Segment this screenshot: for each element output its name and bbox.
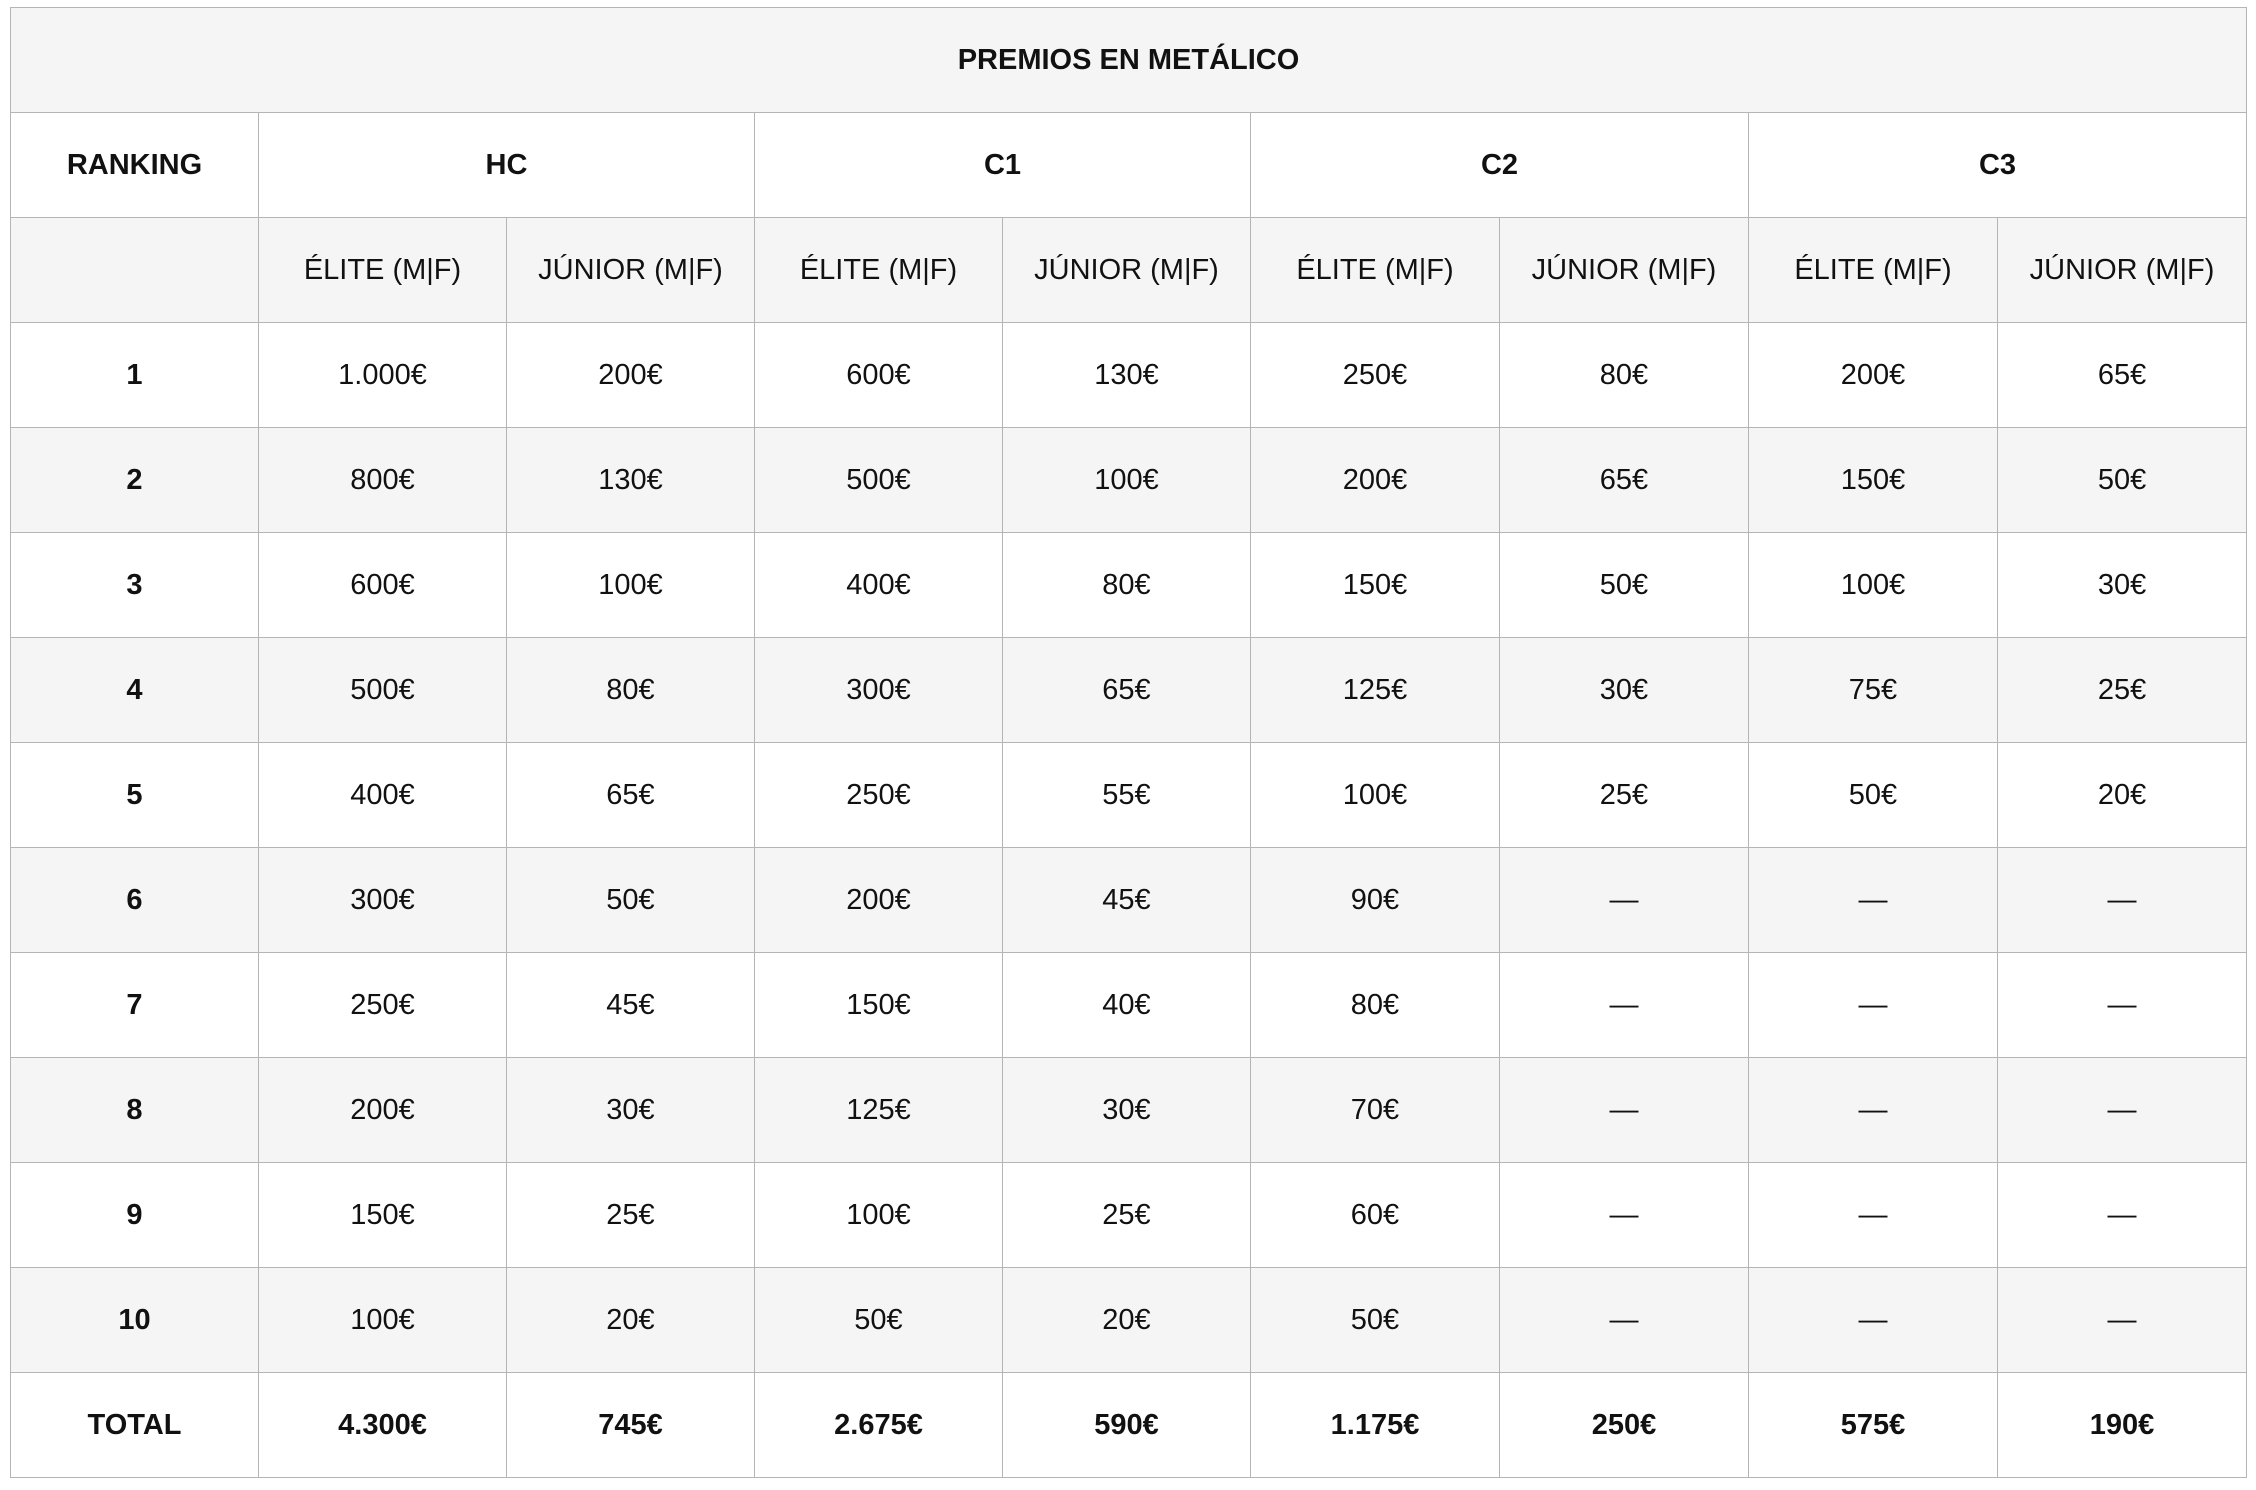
rank-cell: 9 — [11, 1163, 259, 1268]
rank-cell: 1 — [11, 323, 259, 428]
prize-cell: — — [1500, 1163, 1749, 1268]
prize-cell: 800€ — [259, 428, 507, 533]
table-row — [11, 323, 2247, 428]
category-header-hc: HC — [259, 113, 755, 218]
total-cell: 190€ — [1998, 1373, 2247, 1478]
category-header-c1: C1 — [755, 113, 1251, 218]
prize-cell: 1.000€ — [259, 323, 507, 428]
prize-cell: 100€ — [259, 1268, 507, 1373]
table-row — [11, 848, 2247, 953]
subheader-elite: ÉLITE (M|F) — [1251, 218, 1500, 323]
rank-cell: 4 — [11, 638, 259, 743]
prize-cell: 65€ — [1003, 638, 1251, 743]
category-header-c2: C2 — [1251, 113, 1749, 218]
prize-cell: — — [1749, 953, 1998, 1058]
prize-cell: 150€ — [259, 1163, 507, 1268]
prize-cell: 65€ — [507, 743, 755, 848]
prize-cell: 50€ — [1998, 428, 2247, 533]
table-row — [11, 1268, 2247, 1373]
prize-cell: — — [1749, 1268, 1998, 1373]
prize-cell: 20€ — [1998, 743, 2247, 848]
rank-cell: 7 — [11, 953, 259, 1058]
prize-cell: 200€ — [755, 848, 1003, 953]
total-cell: 2.675€ — [755, 1373, 1003, 1478]
prize-cell: 50€ — [1500, 533, 1749, 638]
prize-cell: — — [1998, 1268, 2247, 1373]
prize-cell: 25€ — [1500, 743, 1749, 848]
prize-cell: 30€ — [1003, 1058, 1251, 1163]
prize-cell: 20€ — [507, 1268, 755, 1373]
total-cell: 590€ — [1003, 1373, 1251, 1478]
prize-cell: — — [1749, 1058, 1998, 1163]
prize-cell: 500€ — [755, 428, 1003, 533]
prize-cell: 90€ — [1251, 848, 1500, 953]
rank-cell: 5 — [11, 743, 259, 848]
prize-cell: 50€ — [755, 1268, 1003, 1373]
prize-cell: 55€ — [1003, 743, 1251, 848]
prize-cell: — — [1749, 1163, 1998, 1268]
prize-cell: 130€ — [507, 428, 755, 533]
prize-cell: 80€ — [1251, 953, 1500, 1058]
prize-cell: 30€ — [1500, 638, 1749, 743]
subheader-junior: JÚNIOR (M|F) — [1998, 218, 2247, 323]
prize-cell: 45€ — [1003, 848, 1251, 953]
prize-cell: 125€ — [1251, 638, 1500, 743]
prize-cell: 70€ — [1251, 1058, 1500, 1163]
prize-cell: — — [1998, 953, 2247, 1058]
subheader-junior: JÚNIOR (M|F) — [1500, 218, 1749, 323]
prize-cell: 250€ — [1251, 323, 1500, 428]
prize-cell: 75€ — [1749, 638, 1998, 743]
prize-cell: 100€ — [507, 533, 755, 638]
prize-cell: 50€ — [507, 848, 755, 953]
prize-cell: 200€ — [507, 323, 755, 428]
prize-cell: 80€ — [1500, 323, 1749, 428]
table-row — [11, 743, 2247, 848]
prize-cell: 20€ — [1003, 1268, 1251, 1373]
category-header-c3: C3 — [1749, 113, 2247, 218]
prize-cell: 80€ — [1003, 533, 1251, 638]
subheader-elite: ÉLITE (M|F) — [259, 218, 507, 323]
prize-cell: 100€ — [1749, 533, 1998, 638]
table-body — [11, 323, 2247, 1373]
prize-cell: 150€ — [755, 953, 1003, 1058]
prize-cell: — — [1749, 848, 1998, 953]
subheader-elite: ÉLITE (M|F) — [1749, 218, 1998, 323]
subheader-junior: JÚNIOR (M|F) — [507, 218, 755, 323]
total-label: TOTAL — [11, 1373, 259, 1478]
prize-cell: 130€ — [1003, 323, 1251, 428]
table-title: PREMIOS EN METÁLICO — [11, 8, 2247, 113]
total-cell: 250€ — [1500, 1373, 1749, 1478]
prize-cell: — — [1500, 848, 1749, 953]
prize-money-table — [10, 7, 2247, 1478]
table-row — [11, 638, 2247, 743]
rank-cell: 3 — [11, 533, 259, 638]
table-row — [11, 953, 2247, 1058]
prize-cell: 200€ — [1251, 428, 1500, 533]
table-row — [11, 1058, 2247, 1163]
rank-cell: 6 — [11, 848, 259, 953]
prize-cell: — — [1998, 1163, 2247, 1268]
prize-cell: 150€ — [1749, 428, 1998, 533]
prize-cell: 250€ — [259, 953, 507, 1058]
prize-cell: 30€ — [507, 1058, 755, 1163]
prize-cell: 200€ — [259, 1058, 507, 1163]
prize-cell: 65€ — [1500, 428, 1749, 533]
subheader-elite: ÉLITE (M|F) — [755, 218, 1003, 323]
prize-cell: 45€ — [507, 953, 755, 1058]
table-row — [11, 533, 2247, 638]
prize-cell: 300€ — [755, 638, 1003, 743]
prize-cell: 600€ — [259, 533, 507, 638]
prize-cell: 100€ — [1251, 743, 1500, 848]
prize-cell: 40€ — [1003, 953, 1251, 1058]
prize-cell: 400€ — [259, 743, 507, 848]
prize-cell: 25€ — [507, 1163, 755, 1268]
prize-cell: 100€ — [755, 1163, 1003, 1268]
rank-cell: 2 — [11, 428, 259, 533]
rank-cell: 8 — [11, 1058, 259, 1163]
prize-cell: 200€ — [1749, 323, 1998, 428]
prize-cell: 65€ — [1998, 323, 2247, 428]
prize-cell: 50€ — [1251, 1268, 1500, 1373]
prize-cell: 25€ — [1998, 638, 2247, 743]
prize-cell: 500€ — [259, 638, 507, 743]
prize-cell: 400€ — [755, 533, 1003, 638]
prize-cell: — — [1998, 1058, 2247, 1163]
rank-cell: 10 — [11, 1268, 259, 1373]
table-row — [11, 1163, 2247, 1268]
prize-cell: — — [1500, 1268, 1749, 1373]
total-cell: 745€ — [507, 1373, 755, 1478]
total-cell: 575€ — [1749, 1373, 1998, 1478]
total-cell: 4.300€ — [259, 1373, 507, 1478]
prize-cell: 50€ — [1749, 743, 1998, 848]
total-cell: 1.175€ — [1251, 1373, 1500, 1478]
prize-cell: 100€ — [1003, 428, 1251, 533]
prize-cell: 150€ — [1251, 533, 1500, 638]
prize-cell: 25€ — [1003, 1163, 1251, 1268]
prize-cell: 80€ — [507, 638, 755, 743]
total-row — [11, 1373, 2247, 1478]
prize-cell: 30€ — [1998, 533, 2247, 638]
ranking-header: RANKING — [11, 113, 259, 218]
prize-cell: 60€ — [1251, 1163, 1500, 1268]
prize-cell: 250€ — [755, 743, 1003, 848]
prize-cell: 125€ — [755, 1058, 1003, 1163]
prize-cell: — — [1998, 848, 2247, 953]
subheader-empty — [11, 218, 259, 323]
prize-cell: — — [1500, 953, 1749, 1058]
prize-cell: — — [1500, 1058, 1749, 1163]
table-row — [11, 428, 2247, 533]
subheader-junior: JÚNIOR (M|F) — [1003, 218, 1251, 323]
prize-cell: 300€ — [259, 848, 507, 953]
prize-cell: 600€ — [755, 323, 1003, 428]
